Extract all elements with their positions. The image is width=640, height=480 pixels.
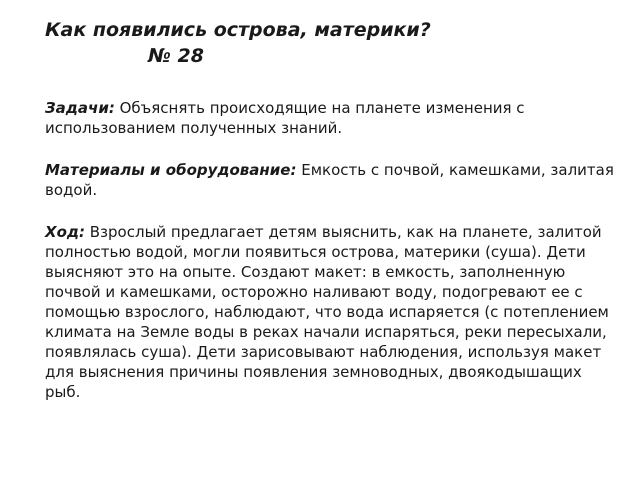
materials-paragraph <box>45 160 615 200</box>
tasks-label: Задачи: <box>45 99 115 117</box>
tasks-paragraph <box>45 98 615 138</box>
page-title: Как появились острова, материки? <box>45 19 431 41</box>
experiment-number: № 28 <box>148 45 204 67</box>
procedure-paragraph <box>45 222 615 402</box>
procedure-text: Взрослый предлагает детям выяснить, как на планете, залитой полностью водой, могли появиться острова, материки (суша). Дети выясняют это на опыте. Создают макет: в емкость, заполненную почвой и камешками, осторожно наливают воду, подогревают ее с помощью взрослого, наблюдают, что вода испаряется (с потеплением климата на Земле воды в реках начали испаряться, реки пересыхали, появлялась суша). Дети зарисовывают наблюдения, используя макет для выяснения причины появления земноводных, двоякодышащих рыб. <box>45 223 609 401</box>
materials-label: Материалы и оборудование: <box>45 161 297 179</box>
tasks-text: Объяснять происходящие на планете изменения с использованием полученных знаний. <box>45 99 525 137</box>
procedure-label: Ход: <box>45 223 85 241</box>
slide-content <box>45 18 615 402</box>
materials-text: Емкость с почвой, камешками, залитая водой. <box>45 161 614 199</box>
